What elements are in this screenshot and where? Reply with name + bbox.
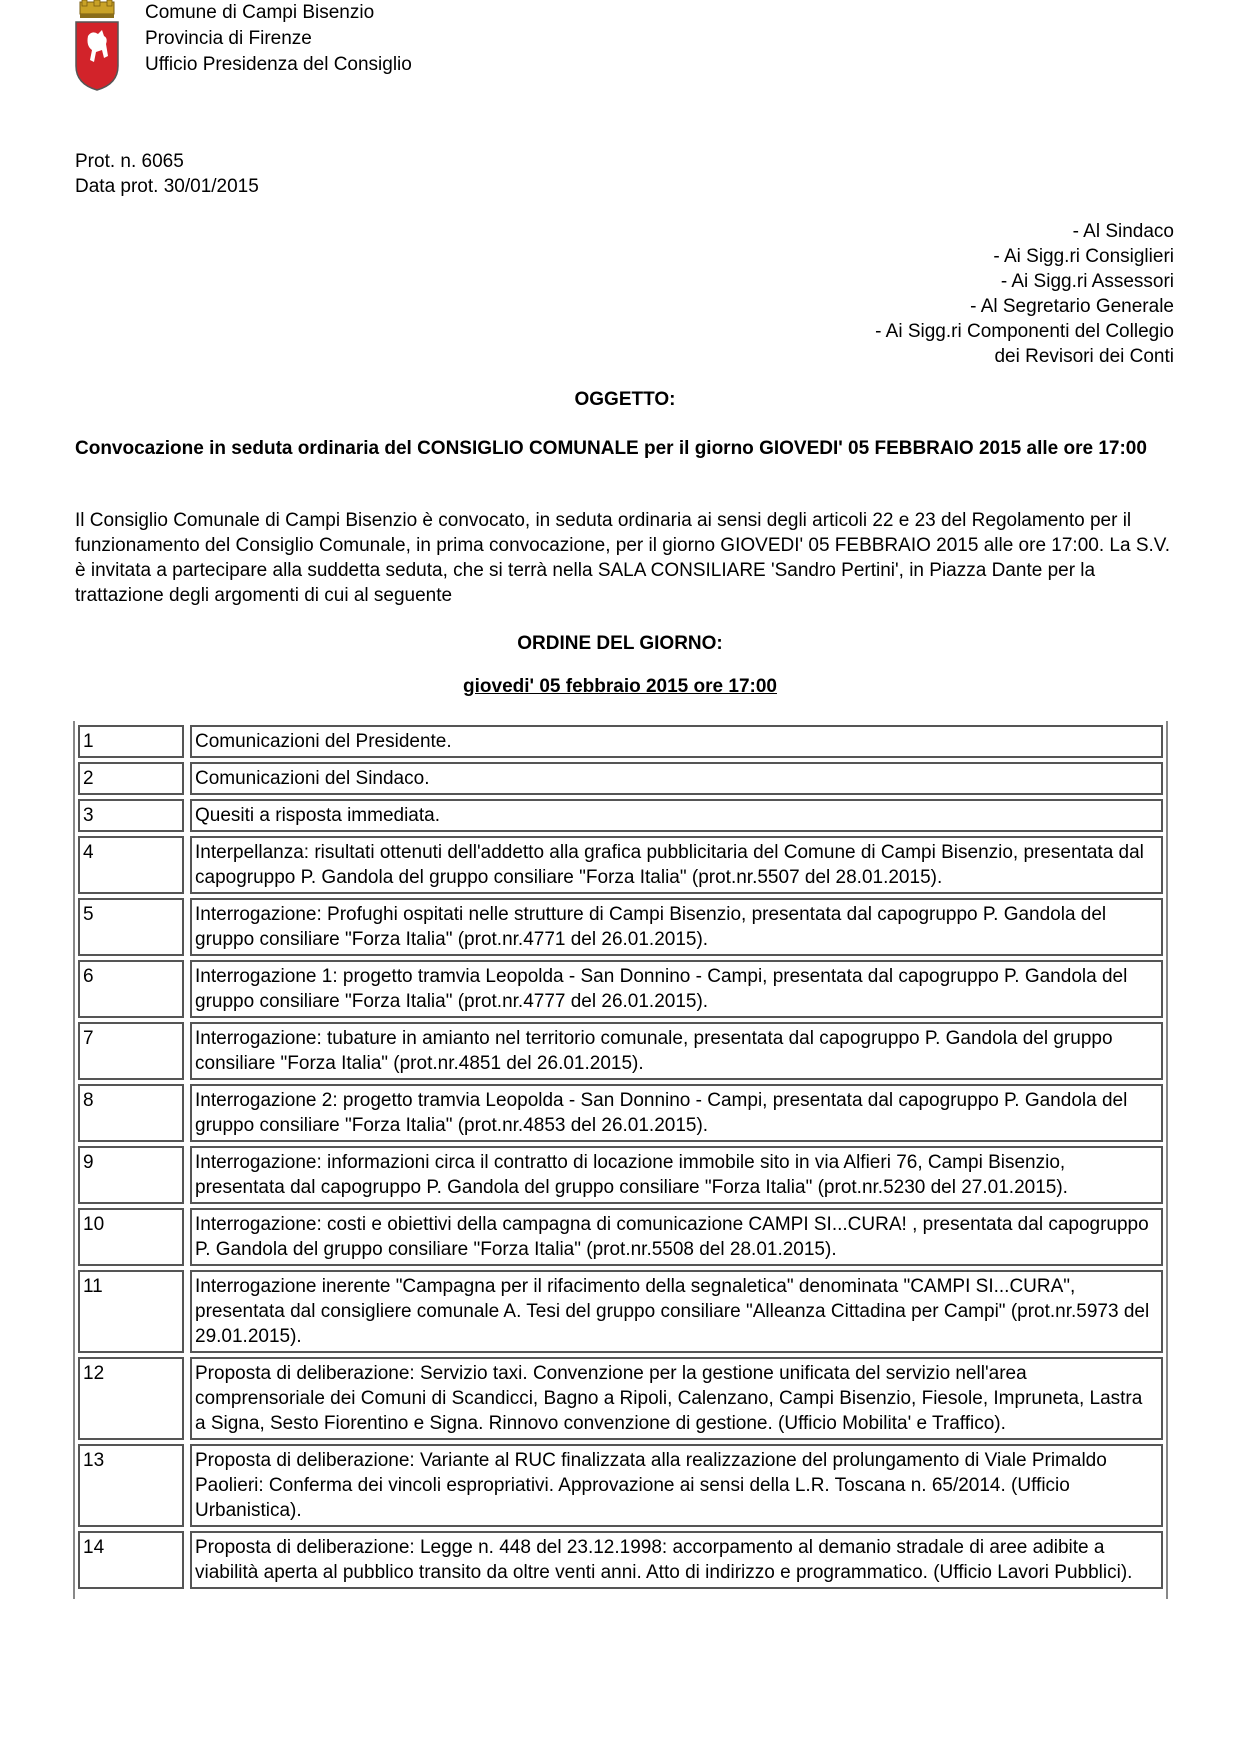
recipient: - Ai Sigg.ri Assessori	[1000, 271, 1174, 292]
agenda-row	[78, 1084, 1163, 1142]
agenda-row	[78, 1270, 1163, 1353]
subject: Convocazione in seduta ordinaria del CONSIGLIO COMUNALE per il giorno GIOVEDI' 05 FEBBRAIO 2015 alle ore 17:00	[75, 438, 1147, 459]
recipient: - Ai Sigg.ri Componenti del Collegio	[875, 321, 1174, 342]
oggetto-label: OGGETTO:	[574, 389, 676, 410]
recipient: - Al Sindaco	[1072, 221, 1174, 242]
municipality-name: Comune di Campi Bisenzio	[145, 2, 375, 23]
protocol-date: Data prot. 30/01/2015	[75, 176, 259, 197]
protocol-number: Prot. n. 6065	[75, 151, 184, 172]
agenda-item-text: Comunicazioni del Sindaco.	[190, 762, 1163, 795]
municipal-crest-icon	[74, 0, 120, 92]
agenda-row	[78, 836, 1163, 894]
agenda-row	[78, 1146, 1163, 1204]
agenda-item-text: Interrogazione inerente "Campagna per il rifacimento della segnaletica" denominata "CAMPI SI...CURA", presentata dal consigliere comunale A. Tesi del gruppo consiliare "Alleanza Cittadina per Campi" (prot.nr.5973 del 29.01.2015).	[190, 1270, 1163, 1353]
agenda-item-text: Interrogazione 2: progetto tramvia Leopolda - San Donnino - Campi, presentata dal capogruppo P. Gandola del gruppo consiliare "Forza Italia" (prot.nr.4853 del 26.01.2015).	[190, 1084, 1163, 1142]
recipient: - Al Segretario Generale	[970, 296, 1174, 317]
agenda-item-text: Interrogazione: tubature in amianto nel territorio comunale, presentata dal capogruppo P. Gandola del gruppo consiliare "Forza Italia" (prot.nr.4851 del 26.01.2015).	[190, 1022, 1163, 1080]
agenda-title: ORDINE DEL GIORNO:	[517, 633, 723, 654]
agenda-item-number: 12	[78, 1357, 184, 1440]
agenda-item-number: 7	[78, 1022, 184, 1080]
agenda-row	[78, 762, 1163, 795]
agenda-item-number: 4	[78, 836, 184, 894]
agenda-row	[78, 799, 1163, 832]
agenda-item-number: 3	[78, 799, 184, 832]
agenda-item-number: 9	[78, 1146, 184, 1204]
recipients-list	[875, 220, 1174, 370]
agenda-item-number: 14	[78, 1531, 184, 1589]
agenda-row	[78, 1022, 1163, 1080]
office-name: Ufficio Presidenza del Consiglio	[145, 54, 412, 75]
agenda-item-text: Comunicazioni del Presidente.	[190, 725, 1163, 758]
agenda-row	[78, 1208, 1163, 1266]
agenda-table	[73, 721, 1168, 1599]
agenda-item-text: Proposta di deliberazione: Legge n. 448 del 23.12.1998: accorpamento al demanio stradale di aree adibite a viabilità aperta al pubblico transito da oltre venti anni. Atto di indirizzo e programmatico. (Ufficio Lavori Pubblici).	[190, 1531, 1163, 1589]
agenda-item-number: 10	[78, 1208, 184, 1266]
agenda-item-text: Interrogazione: Profughi ospitati nelle strutture di Campi Bisenzio, presentata dal capogruppo P. Gandola del gruppo consiliare "Forza Italia" (prot.nr.4771 del 26.01.2015).	[190, 898, 1163, 956]
agenda-item-number: 5	[78, 898, 184, 956]
agenda-item-text: Interrogazione: informazioni circa il contratto di locazione immobile sito in via Alfieri 76, Campi Bisenzio, presentata dal capogruppo P. Gandola del gruppo consiliare "Forza Italia" (prot.nr.5230 del 27.01.2015).	[190, 1146, 1163, 1204]
agenda-item-text: Proposta di deliberazione: Variante al RUC finalizzata alla realizzazione del prolungamento di Viale Primaldo Paolieri: Conferma dei vincoli espropriativi. Approvazione ai sensi della L.R. Toscana n. 65/2014. (Ufficio Urbanistica).	[190, 1444, 1163, 1527]
agenda-item-number: 2	[78, 762, 184, 795]
agenda-item-number: 11	[78, 1270, 184, 1353]
agenda-row	[78, 725, 1163, 758]
agenda-item-text: Interrogazione 1: progetto tramvia Leopolda - San Donnino - Campi, presentata dal capogruppo P. Gandola del gruppo consiliare "Forza Italia" (prot.nr.4777 del 26.01.2015).	[190, 960, 1163, 1018]
session-date: giovedi' 05 febbraio 2015 ore 17:00	[463, 676, 777, 697]
agenda-item-number: 13	[78, 1444, 184, 1527]
province-name: Provincia di Firenze	[145, 28, 312, 49]
recipient: - Ai Sigg.ri Consiglieri	[993, 246, 1174, 267]
agenda-item-number: 1	[78, 725, 184, 758]
agenda-item-text: Proposta di deliberazione: Servizio taxi. Convenzione per la gestione unificata del servizio nell'area comprensoriale dei Comuni di Scandicci, Bagno a Ripoli, Calenzano, Campi Bisenzio, Fiesole, Impruneta, Lastra a Signa, Sesto Fiorentino e Signa. Rinnovo convenzione di gestione. (Ufficio Mobilita' e Traffico).	[190, 1357, 1163, 1440]
agenda-row	[78, 960, 1163, 1018]
agenda-item-text: Quesiti a risposta immediata.	[190, 799, 1163, 832]
convocation-body: Il Consiglio Comunale di Campi Bisenzio è convocato, in seduta ordinaria ai sensi degli articoli 22 e 23 del Regolamento per il funzionamento del Consiglio Comunale, in prima convocazione, per il giorno GIOVEDI' 05 FEBBRAIO 2015 alle ore 17:00. La S.V. è invitata a partecipare alla suddetta seduta, che si terrà nella SALA CONSILIARE 'Sandro Pertini', in Piazza Dante per la trattazione degli argomenti di cui al seguente	[75, 510, 1170, 606]
agenda-item-number: 8	[78, 1084, 184, 1142]
agenda-item-text: Interrogazione: costi e obiettivi della campagna di comunicazione CAMPI SI...CURA! , presentata dal capogruppo P. Gandola del gruppo consiliare "Forza Italia" (prot.nr.5508 del 28.01.2015).	[190, 1208, 1163, 1266]
agenda-row	[78, 1357, 1163, 1440]
agenda-row	[78, 898, 1163, 956]
agenda-item-text: Interpellanza: risultati ottenuti dell'addetto alla grafica pubblicitaria del Comune di Campi Bisenzio, presentata dal capogruppo P. Gandola del gruppo consiliare "Forza Italia" (prot.nr.5507 del 28.01.2015).	[190, 836, 1163, 894]
recipient: dei Revisori dei Conti	[994, 346, 1174, 367]
agenda-item-number: 6	[78, 960, 184, 1018]
agenda-row	[78, 1444, 1163, 1527]
agenda-row	[78, 1531, 1163, 1589]
